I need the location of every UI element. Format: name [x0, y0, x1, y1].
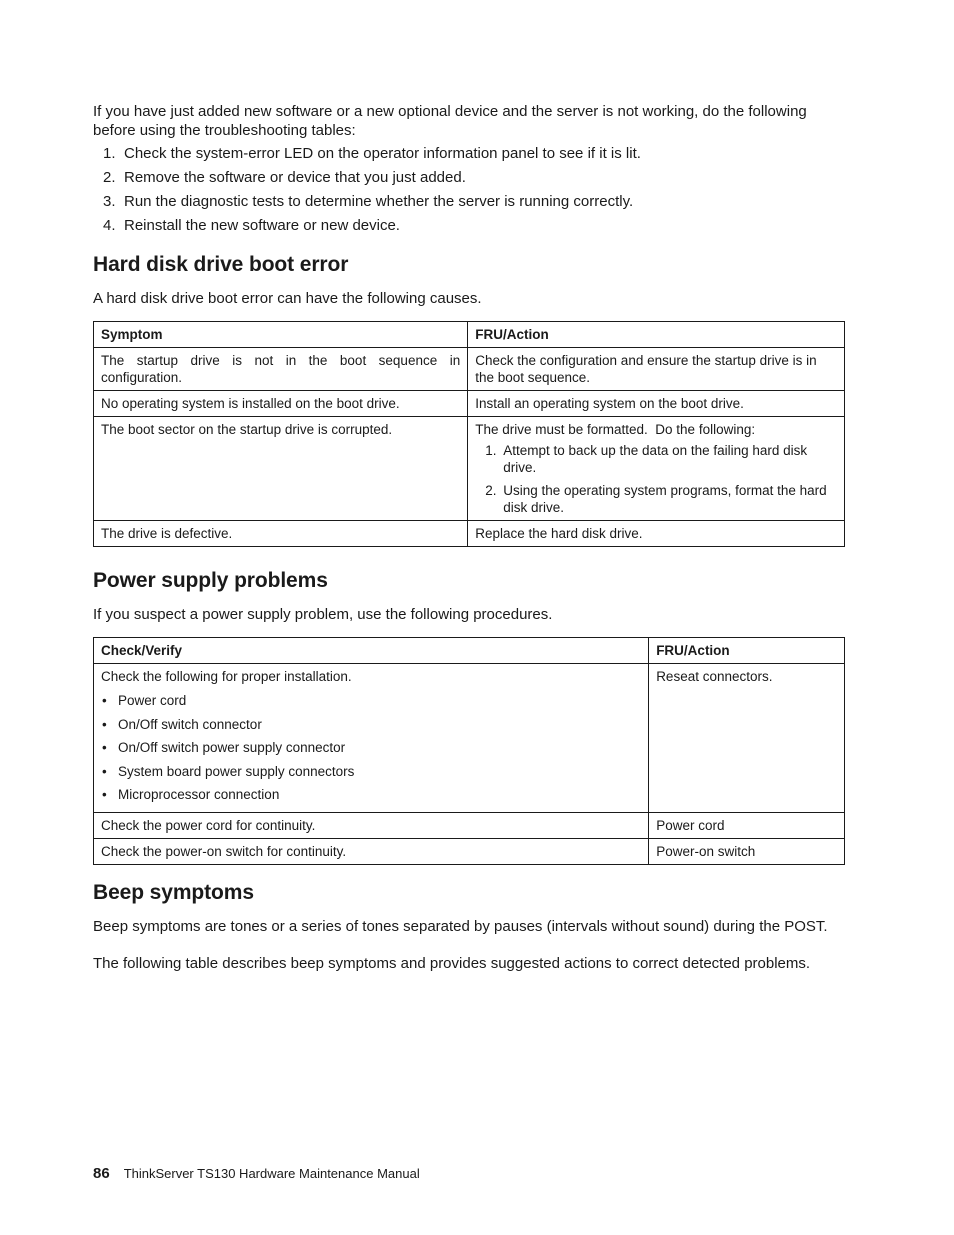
table-cell: No operating system is installed on the boot drive. — [94, 391, 468, 417]
list-item: 4. Reinstall the new software or new device. — [103, 217, 400, 234]
column-header: FRU/Action — [649, 638, 845, 664]
column-header: Symptom — [94, 322, 468, 348]
table-row — [94, 391, 845, 417]
list-item: • On/Off switch power supply connector — [102, 740, 346, 755]
table-cell: Check the power-on switch for continuity. — [94, 838, 649, 864]
table-cell: Power cord — [649, 812, 845, 838]
list-item: 1. Attempt to back up the data on the failing hard disk drive. — [485, 443, 808, 475]
list-item: • On/Off switch connector — [102, 716, 262, 732]
table-cell: Power-on switch — [649, 838, 845, 864]
section-heading-power: Power supply problems — [93, 569, 328, 592]
list-item: 3. Run the diagnostic tests to determine whether the server is running correctly. — [103, 193, 634, 210]
table-row — [94, 664, 845, 813]
power-table — [93, 637, 845, 865]
hdd-table — [93, 321, 845, 547]
table-row — [94, 521, 845, 547]
table-cell: The boot sector on the startup drive is corrupted. — [94, 417, 468, 521]
list-item: • Microprocessor connection — [102, 787, 280, 802]
table-cell: Check the power cord for continuity. — [94, 812, 649, 838]
list-item: 1. Check the system-error LED on the operator information panel to see if it is lit. — [103, 145, 641, 162]
list-item: • Power cord — [102, 693, 187, 708]
column-header: Check/Verify — [94, 638, 649, 664]
section-heading-beep: Beep symptoms — [93, 881, 254, 904]
beep-paragraph-1: Beep symptoms are tones or a series of tones separated by pauses (intervals without sound) during the POST. — [93, 918, 828, 935]
table-cell: Replace the hard disk drive. — [468, 521, 845, 547]
table-header-row — [94, 322, 845, 348]
list-item: • System board power supply connectors — [102, 763, 355, 779]
table-row — [94, 812, 845, 838]
format-steps-list — [475, 442, 837, 516]
table-cell — [468, 417, 845, 521]
column-header: FRU/Action — [468, 322, 845, 348]
cell-text: Check the following for proper installation. — [101, 669, 352, 684]
table-header-row — [94, 638, 845, 664]
intro-paragraph: If you have just added new software or a new optional device and the server is not working, do the following before using the troubleshooting tables: — [93, 103, 807, 139]
installation-checklist — [101, 692, 641, 803]
hdd-intro: A hard disk drive boot error can have the following causes. — [93, 290, 482, 307]
manual-title: ThinkServer TS130 Hardware Maintenance Manual — [123, 1166, 420, 1181]
table-row — [94, 348, 845, 391]
intro-section — [93, 102, 845, 240]
cell-text: The drive must be formatted. Do the following: — [475, 422, 756, 437]
page-number: 86 — [93, 1165, 110, 1182]
table-cell: Install an operating system on the boot drive. — [468, 391, 845, 417]
list-item: 2. Using the operating system programs, format the hard disk drive. — [485, 483, 827, 515]
table-cell: The drive is defective. — [94, 521, 468, 547]
section-heading-hdd: Hard disk drive boot error — [93, 253, 349, 276]
intro-steps-list — [93, 144, 845, 235]
list-item: 2. Remove the software or device that you just added. — [103, 169, 466, 186]
table-cell: Reseat connectors. — [649, 664, 845, 813]
page-footer — [93, 1165, 420, 1182]
power-intro: If you suspect a power supply problem, use the following procedures. — [93, 606, 553, 623]
beep-paragraph-2: The following table describes beep symptoms and provides suggested actions to correct detected problems. — [93, 955, 811, 972]
table-cell — [94, 664, 649, 813]
table-row — [94, 417, 845, 521]
table-cell: Check the configuration and ensure the startup drive is in the boot sequence. — [468, 348, 845, 391]
table-cell: The startup drive is not in the boot sequence in configuration. — [94, 348, 468, 391]
table-row — [94, 838, 845, 864]
